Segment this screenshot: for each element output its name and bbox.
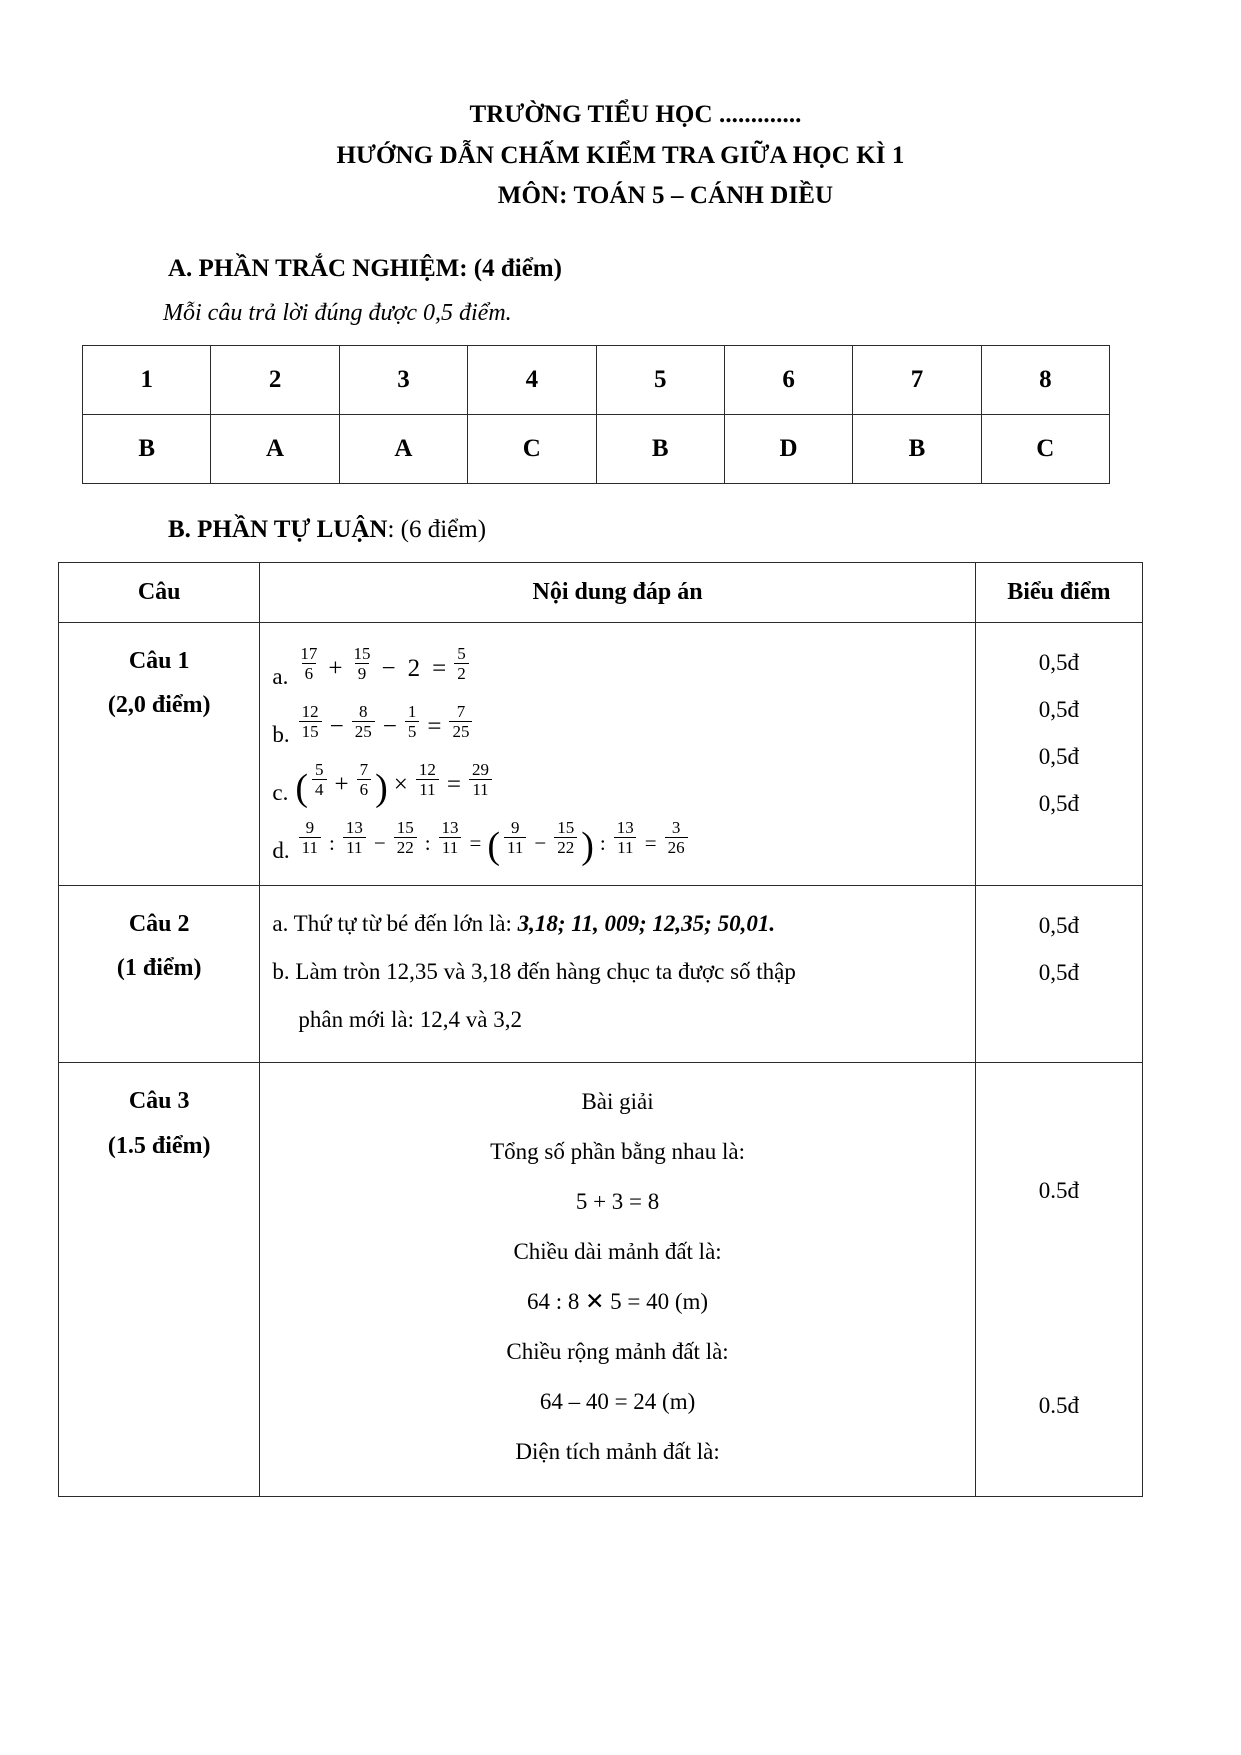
subject-line: MÔN: TOÁN 5 – CÁNH DIỀU [497, 182, 834, 209]
denominator: 11 [504, 837, 526, 857]
numerator: 12 [301, 702, 319, 722]
denominator: 6 [357, 779, 372, 799]
whole-number-2: 2 [407, 654, 421, 682]
fraction-3-26 [665, 818, 688, 857]
numerator: 15 [353, 644, 371, 664]
mcq-answer: C [468, 414, 596, 483]
fraction-5-2 [454, 644, 469, 683]
solution-calc-length: 64 : 8 ✕ 5 = 40 (m) [527, 1289, 709, 1314]
fraction-12-11 [416, 760, 439, 799]
fraction-7-25 [449, 702, 472, 741]
mark-value: 0.5đ [1038, 1393, 1079, 1419]
answer-line-b-cont: phân mới là: 12,4 và 3,2 [298, 1007, 522, 1032]
numerator: 8 [359, 702, 368, 722]
denominator: 11 [299, 837, 321, 857]
cau-1-label-cell [59, 622, 260, 885]
mcq-answer-table [82, 345, 1110, 484]
fraction-7-6 [357, 760, 372, 799]
numerator: 3 [671, 818, 681, 838]
math-expression-a [272, 639, 962, 691]
numerator: 13 [345, 818, 363, 838]
cau-2-label: Câu 2 [128, 910, 190, 937]
numerator: 5 [457, 644, 466, 664]
mcq-question-number: 7 [853, 345, 981, 414]
right-paren: ) [375, 767, 388, 810]
solution-heading: Bài giải [581, 1089, 654, 1115]
section-a-title: A. PHẦN TRẮC NGHIỆM: (4 điểm) [168, 254, 562, 282]
solution-line-total: Tổng số phần bằng nhau là: [490, 1139, 745, 1165]
numerator: 15 [396, 818, 414, 838]
denominator: 25 [352, 721, 375, 741]
left-paren: ( [295, 767, 309, 810]
denominator: 2 [454, 663, 469, 683]
operator-plus: + [334, 770, 349, 798]
operator-equals: = [427, 712, 442, 740]
numerator: 9 [510, 818, 520, 838]
operator-divide: : [329, 830, 335, 855]
denominator: 6 [302, 663, 317, 683]
fraction-13-11 [614, 818, 637, 857]
solution-calc-width: 64 – 40 = 24 (m) [539, 1388, 696, 1414]
solution-line-area: Diện tích mảnh đất là: [515, 1438, 720, 1464]
denominator: 9 [355, 663, 370, 683]
header-bieu-diem: Biểu điểm [975, 562, 1142, 622]
denominator: 4 [312, 779, 327, 799]
mcq-answer: B [83, 414, 211, 483]
cau-2-content-cell [260, 885, 975, 1063]
mcq-question-number: 4 [468, 345, 596, 414]
math-label-d: d. [272, 837, 290, 863]
section-b-title-bold: B. PHẦN TỰ LUẬN [168, 515, 388, 543]
mark-value: 0,5đ [1038, 649, 1079, 675]
cau-3-content-cell [260, 1063, 975, 1497]
numerator: 7 [456, 702, 466, 722]
cau-1-content-cell [260, 622, 975, 885]
section-b-title-rest: : (6 điểm) [387, 515, 487, 543]
cau-2-marks-cell [975, 885, 1142, 1063]
operator-equals: = [432, 654, 447, 682]
mark-value: 0,5đ [1038, 790, 1079, 816]
fraction-12-15 [299, 702, 322, 741]
cau-3-marks-cell [975, 1063, 1142, 1497]
denominator: 22 [394, 837, 417, 857]
answer-line-a-prefix: a. Thứ tự từ bé đến lớn là: [272, 910, 518, 936]
answer-line-b: b. Làm tròn 12,35 và 3,18 đến hàng chục ta được số thập [272, 958, 796, 984]
solution-line-length: Chiều dài mảnh đất là: [513, 1239, 722, 1265]
mark-value: 0,5đ [1038, 743, 1079, 769]
operator-minus: − [534, 830, 547, 855]
math-label-c: c. [272, 779, 289, 805]
math-expression-d [272, 813, 962, 868]
numerator: 12 [418, 760, 436, 780]
mcq-question-number: 2 [211, 345, 339, 414]
denominator: 15 [299, 721, 322, 741]
fraction-13-11 [439, 818, 462, 857]
mcq-question-number: 6 [724, 345, 852, 414]
numerator: 29 [472, 760, 489, 780]
fraction-29-11 [469, 760, 492, 799]
numerator: 5 [315, 760, 324, 780]
table-row-cau-3 [59, 1063, 1143, 1497]
cau-3-points: (1.5 điểm) [107, 1132, 211, 1159]
denominator: 11 [614, 837, 636, 857]
mark-value: 0,5đ [1038, 696, 1079, 722]
cau-3-label: Câu 3 [128, 1088, 190, 1115]
table-header-row [59, 562, 1143, 622]
mcq-answer: D [724, 414, 852, 483]
fraction-5-4 [312, 760, 327, 799]
document-header [78, 95, 1163, 217]
operator-minus: − [373, 830, 386, 855]
table-row-question-numbers [83, 345, 1110, 414]
fraction-9-11 [299, 818, 321, 857]
operator-minus: − [382, 712, 397, 740]
section-a-note: Mỗi câu trả lời đúng được 0,5 điểm. [163, 299, 512, 326]
mcq-question-number: 8 [981, 345, 1109, 414]
mcq-answer: C [981, 414, 1109, 483]
cau-1-points: (2,0 điểm) [107, 691, 211, 718]
numerator: 13 [616, 818, 634, 838]
fraction-15-22 [394, 818, 417, 857]
answer-line-a [272, 904, 962, 944]
cau-2-points: (1 điểm) [116, 954, 202, 981]
operator-divide: : [599, 830, 606, 855]
operator-equals: = [469, 830, 482, 855]
numerator: 17 [300, 644, 318, 664]
school-name: TRƯỜNG TIỂU HỌC ............. [469, 101, 802, 128]
fraction-1-5 [405, 702, 420, 741]
math-expression-b [272, 697, 962, 749]
fraction-17-6 [297, 644, 320, 683]
denominator: 25 [449, 721, 472, 741]
denominator: 11 [439, 837, 461, 857]
cau-2-label-cell [59, 885, 260, 1063]
operator-divide: : [424, 830, 431, 855]
denominator: 11 [343, 837, 365, 857]
fraction-13-11 [343, 818, 366, 857]
numerator: 9 [305, 818, 315, 838]
right-paren: ) [581, 825, 594, 868]
fraction-9-11 [504, 818, 526, 857]
numerator: 1 [407, 702, 417, 722]
fraction-15-9 [350, 644, 373, 683]
denominator: 5 [405, 721, 420, 741]
solution-line-width: Chiều rộng mảnh đất là: [506, 1338, 729, 1364]
mark-value: 0.5đ [1038, 1178, 1079, 1204]
denominator: 26 [665, 837, 688, 857]
math-label-a: a. [272, 663, 289, 689]
table-row-cau-1 [59, 622, 1143, 885]
document-title: HƯỚNG DẪN CHẤM KIỂM TRA GIỮA HỌC KÌ 1 [336, 141, 905, 169]
mcq-answer: A [339, 414, 467, 483]
operator-equals: = [446, 770, 461, 798]
operator-equals: = [644, 830, 657, 855]
essay-answer-table [58, 562, 1143, 1497]
denominator: 11 [469, 779, 491, 799]
cau-1-label: Câu 1 [128, 647, 190, 674]
mcq-question-number: 3 [339, 345, 467, 414]
mcq-question-number: 1 [83, 345, 211, 414]
operator-multiply: × [393, 770, 408, 798]
section-b-title [168, 516, 1163, 544]
table-row-answers [83, 414, 1110, 483]
header-noi-dung: Nội dung đáp án [260, 562, 975, 622]
denominator: 22 [554, 837, 577, 857]
header-cau: Câu [59, 562, 260, 622]
operator-minus: − [381, 654, 396, 682]
answer-line-a-values: 3,18; 11, 009; 12,35; 50,01. [517, 910, 776, 936]
mcq-answer: B [596, 414, 724, 483]
numerator: 13 [441, 818, 459, 838]
numerator: 7 [359, 760, 369, 780]
denominator: 11 [416, 779, 438, 799]
mcq-answer: A [211, 414, 339, 483]
mcq-question-number: 5 [596, 345, 724, 414]
operator-minus: − [329, 712, 344, 740]
mark-value: 0,5đ [1038, 912, 1079, 938]
left-paren: ( [487, 825, 501, 868]
fraction-8-25 [352, 702, 375, 741]
solution-calc-total: 5 + 3 = 8 [575, 1189, 660, 1215]
numerator: 15 [557, 818, 575, 838]
math-label-b: b. [272, 721, 290, 747]
operator-plus: + [328, 654, 343, 682]
cau-3-label-cell [59, 1063, 260, 1497]
math-expression-c [272, 755, 962, 810]
fraction-15-22 [554, 818, 577, 857]
cau-1-marks-cell [975, 622, 1142, 885]
table-row-cau-2 [59, 885, 1143, 1063]
mcq-answer: B [853, 414, 981, 483]
mark-value: 0,5đ [1038, 959, 1079, 985]
